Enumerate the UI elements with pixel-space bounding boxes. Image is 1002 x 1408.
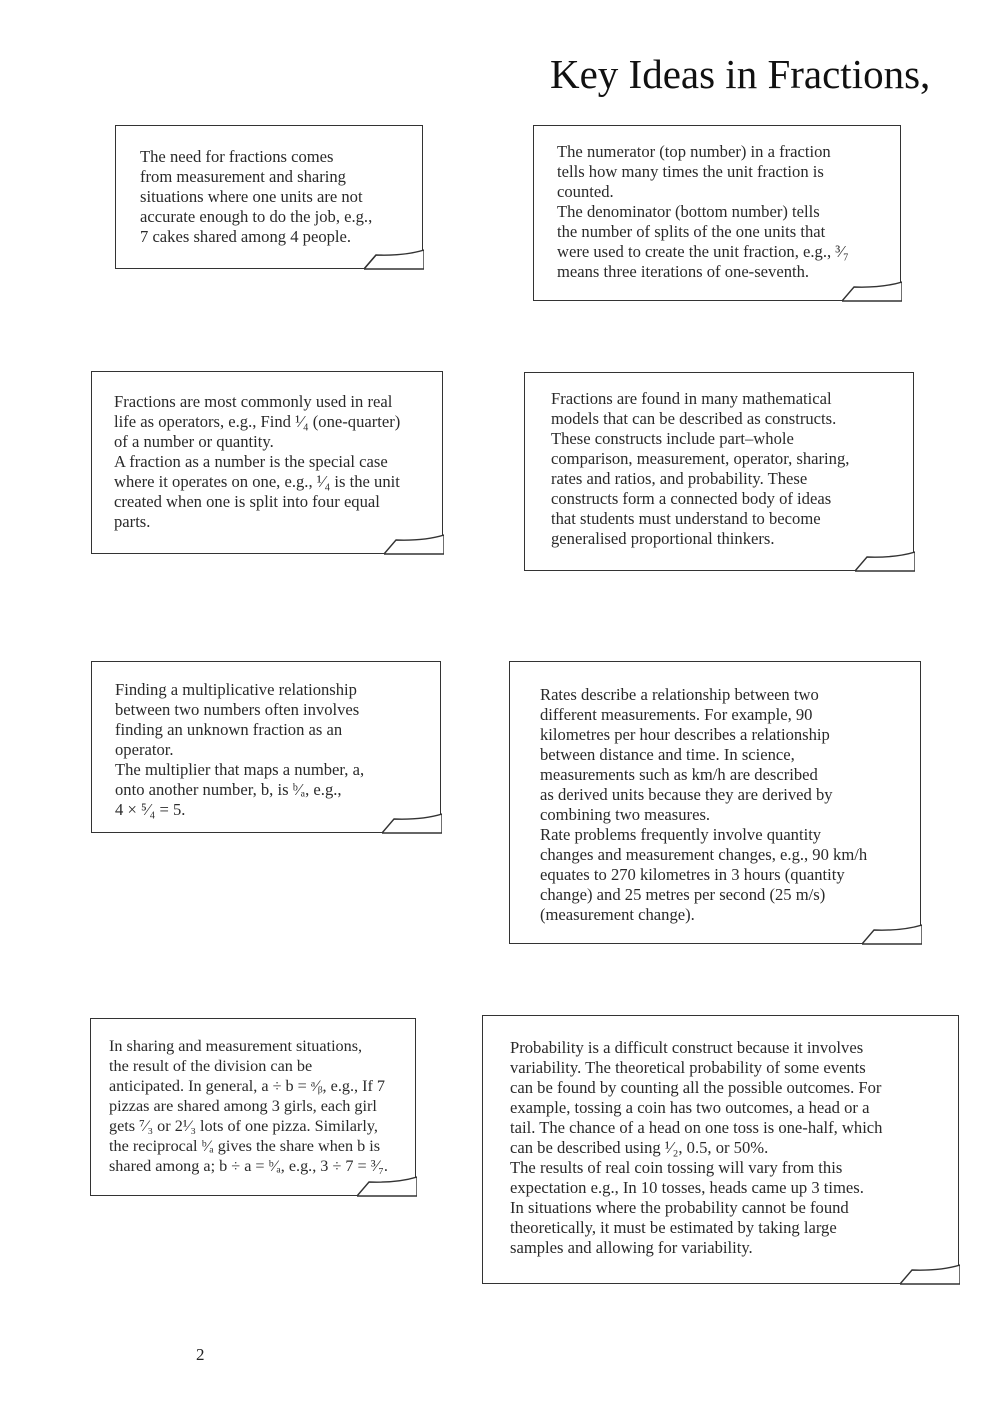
page-curl-icon xyxy=(357,1175,417,1197)
note-card-sharing-division xyxy=(90,1018,416,1196)
note-card-numerator-denominator xyxy=(533,125,901,301)
page-number: 2 xyxy=(196,1345,205,1364)
note-card-constructs xyxy=(524,372,914,571)
page-curl-icon xyxy=(364,248,424,270)
note-card-probability xyxy=(482,1015,959,1284)
note-card-operators xyxy=(91,371,443,554)
note-text: The need for fractions comes from measurement and sharing situations where one units are not accurate enough to do the job, e.g., 7 cakes shared among 4 people. xyxy=(140,147,373,246)
page-curl-icon xyxy=(862,923,922,945)
page-curl-icon xyxy=(842,280,902,302)
page-curl-icon xyxy=(900,1263,960,1285)
note-card-rates xyxy=(509,661,921,944)
note-card-need-for-fractions xyxy=(115,125,423,269)
page-curl-icon xyxy=(384,533,444,555)
note-card-multiplicative-relationship xyxy=(91,661,441,833)
note-text: Probability is a difficult construct because it involves variability. The theoretical probability of some events can be found by counting all the possible outcomes. For example, tossing a coin has two outcomes, a head or a tail. The chance of a head on one toss is one-half, which can be described using ¹⁄₂, 0.5, or 50%. The results of real coin tossing will vary from this expectation e.g., In 10 tosses, heads came up 3 times. In situations where the probability cannot be found theoretically, it must be estimated by taking large samples and allowing for variability. xyxy=(510,1038,883,1257)
page-curl-icon xyxy=(855,550,915,572)
note-text: Fractions are found in many mathematical models that can be described as constructs. These constructs include part–whole comparison, measurement, operator, sharing, rates and ratios, and probability. These constructs form a connected body of ideas that students must understand to become generalised proportional thinkers. xyxy=(551,389,850,548)
note-text: The numerator (top number) in a fraction tells how many times the unit fraction is counted. The denominator (bottom number) tells the number of splits of the one units that were used to create the unit fraction, e.g., ³⁄₇ means three iterations of one-seventh. xyxy=(557,142,849,281)
page-title: Key Ideas in Fractions, xyxy=(550,51,931,97)
note-text: Finding a multiplicative relationship between two numbers often involves finding an unknown fraction as an operator. The multiplier that maps a number, a, onto another number, b, is ᵇ⁄ₐ, e.g., 4 × ⁵⁄₄ = 5. xyxy=(115,680,365,819)
page-curl-icon xyxy=(382,812,442,834)
note-text: In sharing and measurement situations, the result of the division can be anticipated. In general, a ÷ b = ᵃ⁄ᵦ, e.g., If 7 pizzas are shared among 3 girls, each girl gets ⁷⁄₃ or 2¹⁄₃ lots of one pizza. Similarly, the reciprocal ᵇ⁄ₐ gives the share when b is shared among a; b ÷ a = ᵇ⁄ₐ, e.g., 3 ÷ 7 = ³⁄₇. xyxy=(109,1037,388,1175)
note-text: Rates describe a relationship between two different measurements. For example, 90 kilometres per hour describes a relationship between distance and time. In science, measurements such as km/h are described as derived units because they are derived by combining two measures. Rate problems frequently involve quantity changes and measurement changes, e.g., 90 km/h equates to 270 kilometres in 3 hours (quantity change) and 25 metres per second (25 m/s) (measurement change). xyxy=(540,685,868,924)
note-text: Fractions are most commonly used in real life as operators, e.g., Find ¹⁄₄ (one-quarter) of a number or quantity. A fraction as a number is the special case where it operates on one, e.g., ¹⁄₄ is the unit created when one is split into four equal parts. xyxy=(114,392,401,531)
